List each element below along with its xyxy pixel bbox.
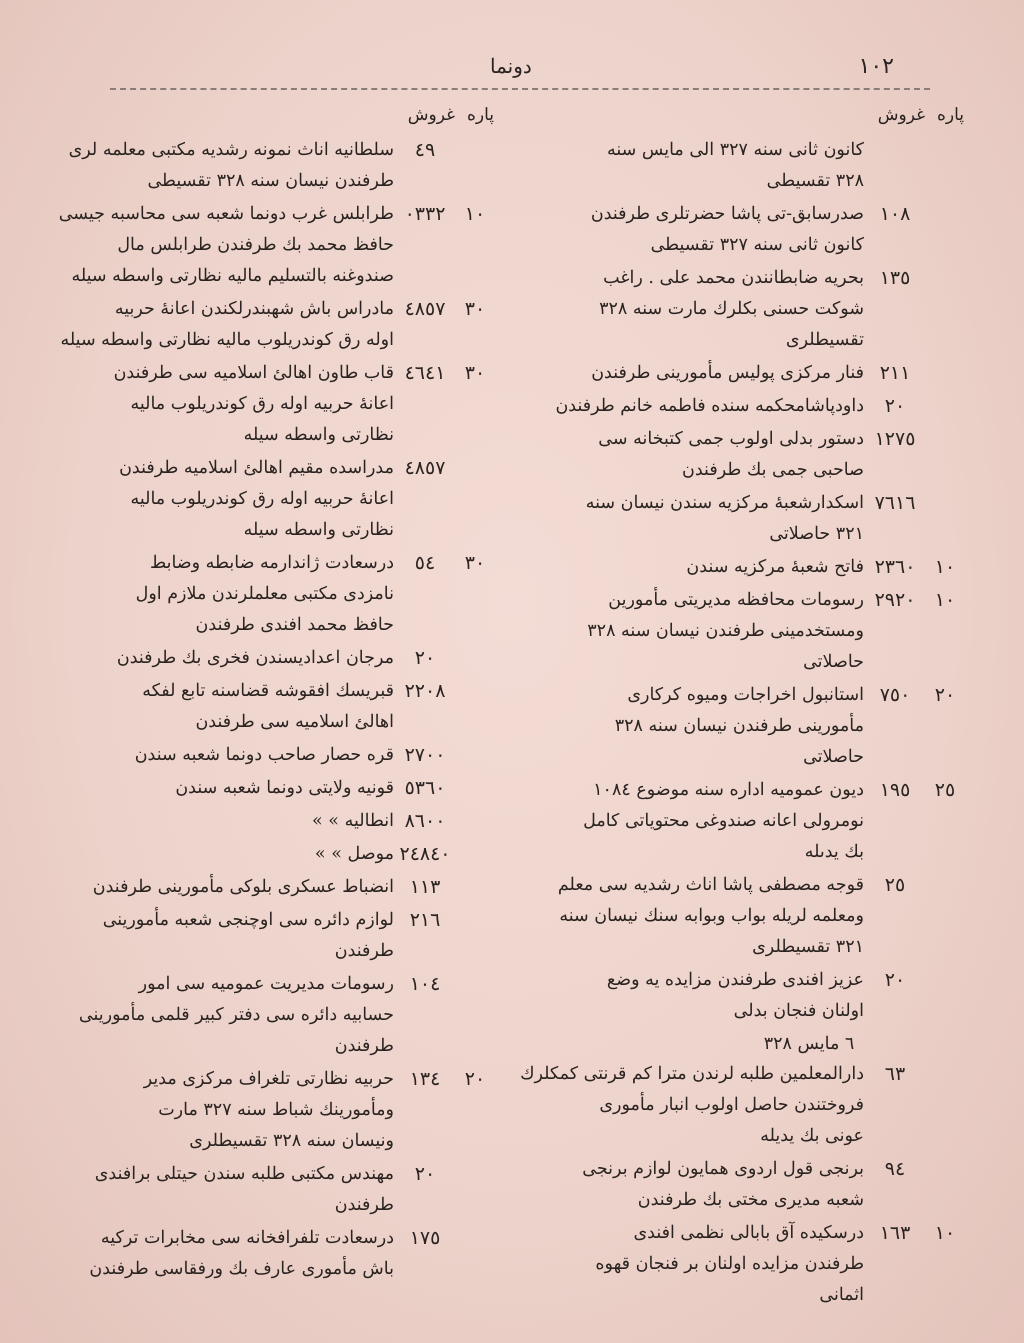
para-amount (456, 872, 494, 903)
entry-description (74, 1159, 394, 1221)
ledger-entry (58, 199, 494, 292)
description-line: نظارتى واسطه سيله (243, 425, 394, 445)
entry-description (514, 358, 864, 389)
ledger-entry (74, 1159, 494, 1221)
page-number: ١٠٢ (858, 54, 894, 79)
para-heading: پاره (936, 105, 964, 125)
description-line: كانون ثانى سنه ٣٢٧ الى مايس سنه (607, 140, 864, 160)
entry-amounts (394, 548, 494, 641)
entry-amounts (864, 135, 964, 197)
description-line: كانون ثانى سنه ٣٢٧ تقسيطى (650, 235, 864, 255)
entry-amounts (394, 294, 494, 356)
para-amount (926, 488, 964, 550)
description-line: دارالمعلمين طلبه لرندن مترا كم قرنتى كمكلرك (520, 1064, 864, 1084)
description-line: عزيز افندى طرفندن مزايده يه وضع (606, 970, 864, 990)
description-line: مدراسده مقيم اهالئ اسلاميه طرفندن (119, 458, 394, 478)
entry-description (514, 1218, 864, 1311)
entry-description (74, 773, 394, 804)
para-amount (926, 263, 964, 356)
description-line: قوجه مصطفى پاشا اناث رشديه سى معلم (557, 875, 864, 895)
para-amount: ٣٠ (464, 298, 486, 320)
entry-amounts (394, 1064, 494, 1157)
para-amount (926, 358, 964, 389)
para-amount: ١٠ (934, 589, 956, 611)
entry-description (514, 680, 864, 773)
description-line: مادراس باش شهبندرلكندن اعانهٔ حربيه (114, 299, 394, 319)
para-amount (926, 424, 964, 486)
ledger-entry (514, 1154, 964, 1216)
description-line: درسعادت تلفرافخانه سى مخابرات تركيه (100, 1228, 394, 1248)
entry-amounts (864, 870, 964, 963)
description-line: طرفندن مزايده اولنان بر فنجان قهوه (595, 1254, 864, 1274)
ledger-entry (514, 391, 964, 422)
entry-amounts (394, 199, 494, 292)
ghurush-amount: ٤٨٥٧ (404, 457, 446, 479)
description-line: حافظ محمد افندى طرفندن (195, 615, 394, 635)
description-line: بحريه ضابطانندن محمد على . راغب (603, 268, 864, 288)
description-line: مرجان اعداديسندن فخرى بك طرفندن (116, 648, 394, 668)
entry-description (514, 775, 864, 868)
entry-description (74, 969, 394, 1062)
para-amount: ٢٠ (464, 1068, 486, 1090)
right-entries (514, 135, 964, 1311)
entry-description (74, 676, 394, 738)
description-line: عونى بك يديله (760, 1126, 864, 1146)
ghurush-amount: ١٠٨ (879, 203, 911, 225)
description-line: داودپاشامحكمه سنده فاطمه خانم طرفندن (555, 396, 864, 416)
description-line: باش مأمورى عارف بك ورفقاسى طرفندن (89, 1259, 394, 1279)
entry-description (74, 548, 394, 641)
description-line: ٣٢١ حاصلاتى (769, 524, 864, 544)
ghurush-amount: ٢٠ (414, 647, 436, 669)
description-line: مهندس مكتبى طلبه سندن حيتلى برافندى (94, 1164, 394, 1184)
description-line: استانبول اخراجات وميوه كركارى (627, 685, 864, 705)
entry-description (74, 740, 394, 771)
entry-amounts (864, 585, 964, 678)
ghurush-heading: غروش (407, 105, 455, 125)
entry-amounts (394, 676, 494, 738)
description-line: حسابيه دائره سى دفتر كبير قلمى مأمورينى (78, 1005, 394, 1025)
description-line: صدرسابق-تى پاشا حضرتلرى طرفندن (590, 204, 864, 224)
description-line: رسومات مديريت عموميه سى امور (138, 974, 394, 994)
date-line: ٦ مايس ٣٢٨ (763, 1034, 855, 1054)
header-rule (110, 88, 930, 90)
ghurush-amount: ٩٤ (884, 1158, 906, 1180)
para-amount (456, 969, 494, 1062)
description-line: قبريسك افقوشه قضاسنه تابع لفكه (142, 681, 394, 701)
ledger-entry (514, 680, 964, 773)
ghurush-amount: ١١٣ (409, 876, 441, 898)
ledger-entry (514, 965, 964, 1027)
para-amount: ٣٠ (464, 362, 486, 384)
para-amount: ١٠ (464, 203, 486, 225)
entry-description (514, 1059, 864, 1152)
ledger-entry (74, 358, 494, 451)
description-line: درسكيده آق بابالى نظمى افندى (633, 1223, 864, 1243)
left-column (58, 105, 494, 1287)
ledger-entry (74, 643, 494, 674)
entry-description (514, 870, 864, 963)
description-line: حافظ محمد بك طرفندن طرابلس مال (117, 235, 394, 255)
ghurush-amount: ٢٠ (884, 969, 906, 991)
description-line: ومعلمه لريله بواب وبوابه سنك نيسان سنه (559, 906, 864, 926)
entry-description (514, 552, 864, 583)
description-line: صاحبى جمى بك طرفندن (682, 460, 864, 480)
description-line: فروختندن حاصل اولوب انبار مأمورى (599, 1095, 864, 1115)
description-line: فاتح شعبهٔ مركزيه سندن (686, 557, 864, 577)
description-line: حاصلاتى (803, 747, 864, 767)
description-line: حاصلاتى (803, 652, 864, 672)
ghurush-amount: ١٣٥ (879, 267, 911, 289)
description-line: فنار مركزى پوليس مأمورينى طرفندن (591, 363, 864, 383)
description-line: لوازم دائره سى اوچنجى شعبه مأمورينى (102, 910, 394, 930)
entry-amounts (864, 488, 964, 550)
entry-description (514, 391, 864, 422)
entry-amounts (394, 969, 494, 1062)
right-column (514, 105, 964, 1313)
description-line: اعانهٔ حربيه اوله رق كوندريلوب ماليه (130, 394, 394, 414)
entry-description (74, 453, 394, 546)
ledger-entry (74, 806, 494, 837)
description-line: مأمورينى طرفندن نيسان سنه ٣٢٨ (614, 716, 864, 736)
entry-amounts (864, 1059, 964, 1152)
ledger-entry (74, 1064, 494, 1157)
description-line: طرابلس غرب دونما شعبه سى محاسبه جيسى (58, 204, 394, 224)
ledger-entry (74, 453, 494, 546)
entry-description (514, 488, 864, 550)
para-amount: ١٠ (934, 1222, 956, 1244)
description-line: قاب طاون اهالئ اسلاميه سى طرفندن (113, 363, 394, 383)
description-line: نومرولى اعانه صندوغى محتوياتى كامل (583, 811, 864, 831)
ghurush-amount: ١٧٥ (409, 1227, 441, 1249)
entry-description (74, 839, 394, 870)
ledger-entry (514, 199, 964, 261)
description-line: برنجى قول اردوى همايون لوازم برنجى (582, 1159, 864, 1179)
entry-description (514, 135, 864, 197)
para-amount (926, 870, 964, 963)
ghurush-amount: ٤٦٤١ (404, 362, 446, 384)
description-line: طرفندن نيسان سنه ٣٢٨ تقسيطى (147, 171, 394, 191)
entry-amounts (394, 1223, 494, 1285)
ghurush-amount: ١٩٥ (879, 779, 911, 801)
para-amount (926, 1059, 964, 1152)
entry-amounts (394, 135, 494, 197)
ledger-entry (74, 839, 494, 870)
entry-amounts (864, 552, 964, 583)
para-amount: ٢٠ (934, 684, 956, 706)
entry-description (514, 1154, 864, 1216)
entry-amounts (864, 424, 964, 486)
ghurush-amount: ٤٨٥٧ (404, 298, 446, 320)
page-header (60, 50, 964, 90)
description-line: حربيه نظارتى تلغراف مركزى مدير (143, 1069, 394, 1089)
entry-description (74, 806, 394, 837)
description-line: طرفندن (334, 1195, 394, 1215)
description-line: تقسيطلرى (785, 330, 864, 350)
entry-description (74, 1064, 394, 1157)
para-amount (456, 905, 494, 967)
ghurush-amount: ٢٩٢٠ (874, 589, 916, 611)
ledger-entry (514, 552, 964, 583)
ghurush-amount: ٢٧٠٠ (404, 744, 446, 766)
description-line: قره حصار صاحب دونما شعبه سندن (134, 745, 394, 765)
ghurush-amount: ٢٥ (884, 874, 906, 896)
entry-amounts (864, 358, 964, 389)
ghurush-amount: ٦٣ (884, 1063, 906, 1085)
ledger-entry (514, 1059, 964, 1152)
para-amount: ٢٥ (934, 779, 956, 801)
description-line: قونيه ولايتى دونما شعبه سندن (175, 778, 394, 798)
ghurush-heading: غروش (877, 105, 925, 125)
description-line: اعانهٔ حربيه اوله رق كوندريلوب ماليه (130, 489, 394, 509)
entry-description (74, 872, 394, 903)
ghurush-amount: ١٦٣ (879, 1222, 911, 1244)
description-line: رسومات محافظه مديريتى مأمورين (608, 590, 864, 610)
ghurush-amount: ١٢٧٥ (874, 428, 916, 450)
ghurush-amount: ٤٩ (414, 139, 436, 161)
left-column-heading (74, 105, 494, 133)
entry-description (74, 643, 394, 674)
description-line: انضباط عسكرى بلوكى مأمورينى طرفندن (92, 877, 394, 897)
entry-amounts (864, 680, 964, 773)
description-line: دستور بدلى اولوب جمى كتبخانه سى (598, 429, 864, 449)
para-amount (456, 806, 494, 837)
ledger-entry (514, 488, 964, 550)
para-amount (926, 1154, 964, 1216)
ghurush-amount: ٥٣٦٠ (404, 777, 446, 799)
ledger-entry (74, 773, 494, 804)
ghurush-amount: ٥٤ (414, 552, 436, 574)
entry-description (514, 424, 864, 486)
ledger-entry (514, 775, 964, 868)
ghurush-amount: ١٣٤ (409, 1068, 441, 1090)
ledger-entry (68, 135, 494, 197)
description-line: سلطانيه اناث نمونه رشديه مكتبى معلمه لرى (68, 140, 394, 160)
ledger-entry (74, 1223, 494, 1285)
entry-amounts (394, 453, 494, 546)
description-line: اهالئ اسلاميه سى طرفندن (195, 712, 394, 732)
para-amount (456, 453, 494, 546)
ledger-entry (74, 676, 494, 738)
ghurush-amount: ٢٠ (884, 395, 906, 417)
description-line: ونيسان سنه ٣٢٨ تقسيطلرى (189, 1131, 394, 1151)
description-line: اولنان فنجان بدلى (733, 1001, 864, 1021)
para-amount (456, 740, 494, 771)
ghurush-amount: ٧٦١٦ (874, 492, 916, 514)
para-amount (456, 773, 494, 804)
entry-amounts (864, 1154, 964, 1216)
entry-description (69, 135, 394, 197)
ghurush-amount: ٢٢٠٨ (404, 680, 446, 702)
ledger-entry (74, 905, 494, 967)
running-title: دونما (490, 54, 532, 78)
ghurush-amount (864, 135, 926, 197)
description-line: اسكدارشعبهٔ مركزيه سندن نيسان سنه (585, 493, 864, 513)
entry-amounts (864, 391, 964, 422)
description-line: ٣٢٨ تقسيطى (766, 171, 864, 191)
description-line: نظارتى واسطه سيله (243, 520, 394, 540)
ghurush-amount: ٢٤٨٤٠ (399, 843, 451, 865)
description-line: انطاليه » » (312, 811, 394, 831)
description-line: ومأمورينك شباط سنه ٣٢٧ مارت (158, 1100, 394, 1120)
ledger-entry (514, 1218, 964, 1311)
entry-amounts (394, 740, 494, 771)
entry-amounts (394, 839, 494, 870)
para-amount: ١٠ (934, 556, 956, 578)
entry-description (59, 199, 394, 292)
ghurush-amount: ٢٣٦٠ (874, 556, 916, 578)
ledger-entry (514, 585, 964, 678)
entry-description (514, 263, 864, 356)
description-line: نامزدى مكتبى معلملرندن ملازم اول (135, 584, 394, 604)
ledger-entry (514, 424, 964, 486)
entry-amounts (864, 775, 964, 868)
para-amount (456, 839, 494, 870)
ledger-entry (514, 358, 964, 389)
ledger-entry (514, 135, 964, 197)
ghurush-amount: ٧٥٠ (879, 684, 911, 706)
entry-amounts (864, 199, 964, 261)
entry-description (74, 905, 394, 967)
entry-description (514, 965, 864, 1027)
left-entries (58, 135, 494, 1285)
ledger-entry (60, 294, 494, 356)
para-amount (926, 135, 964, 197)
para-amount (456, 1159, 494, 1221)
para-amount (926, 965, 964, 1027)
ledger-entry (74, 740, 494, 771)
entry-amounts (394, 905, 494, 967)
description-line: صندوغنه بالتسليم ماليه نظارتى واسطه سيله (71, 266, 394, 286)
ghurush-amount: ٨٦٠٠ (404, 810, 446, 832)
description-line: طرفندن (334, 1036, 394, 1056)
ledger-entry (74, 969, 494, 1062)
entry-amounts (394, 773, 494, 804)
ghurush-amount: ١٠٤ (409, 973, 441, 995)
entry-description (514, 585, 864, 678)
description-line: بك يدىله (804, 842, 864, 862)
ghurush-amount: ٠٣٣٢ (404, 203, 446, 225)
entry-description (514, 199, 864, 261)
description-line: طرفندن (334, 941, 394, 961)
ledger-entry (74, 548, 494, 641)
entry-description (74, 1223, 394, 1285)
description-line: موصل » » (314, 844, 394, 864)
entry-amounts (864, 263, 964, 356)
ghurush-amount: ٢١٦ (409, 909, 441, 931)
para-amount (456, 643, 494, 674)
para-amount (456, 135, 494, 197)
description-line: ٣٢١ تقسيطلرى (752, 937, 864, 957)
para-amount (926, 391, 964, 422)
para-amount (456, 676, 494, 738)
description-line: شعبه مديرى مختى بك طرفندن (637, 1190, 864, 1210)
ghurush-amount: ٢٠ (414, 1163, 436, 1185)
description-line: اوله رق كوندريلوب ماليه نظارتى واسطه سيله (60, 330, 394, 350)
entry-amounts (864, 965, 964, 1027)
para-amount: ٣٠ (464, 552, 486, 574)
ledger-entry (514, 870, 964, 963)
para-heading: پاره (466, 105, 494, 125)
description-line: ومستخدمينى طرفندن نيسان سنه ٣٢٨ (587, 621, 864, 641)
description-line: اثمانى (819, 1285, 864, 1305)
entry-amounts (394, 1159, 494, 1221)
entry-amounts (394, 806, 494, 837)
para-amount (456, 1223, 494, 1285)
ledger-entry (514, 263, 964, 356)
entry-amounts (394, 358, 494, 451)
description-line: درسعادت ژاندارمه ضابطه وضابط (149, 553, 394, 573)
right-column-heading (514, 105, 964, 133)
para-amount (926, 199, 964, 261)
entry-description (74, 358, 394, 451)
entry-amounts (394, 643, 494, 674)
ledger-entry (74, 872, 494, 903)
entry-amounts (864, 1218, 964, 1311)
description-line: شوكت حسنى بكلرك مارت سنه ٣٢٨ (599, 299, 864, 319)
ghurush-amount: ٢١١ (879, 362, 911, 384)
entry-amounts (394, 872, 494, 903)
description-line: ديون عموميه اداره سنه موضوع ١٠٨٤ (593, 780, 864, 800)
entry-description (61, 294, 395, 356)
